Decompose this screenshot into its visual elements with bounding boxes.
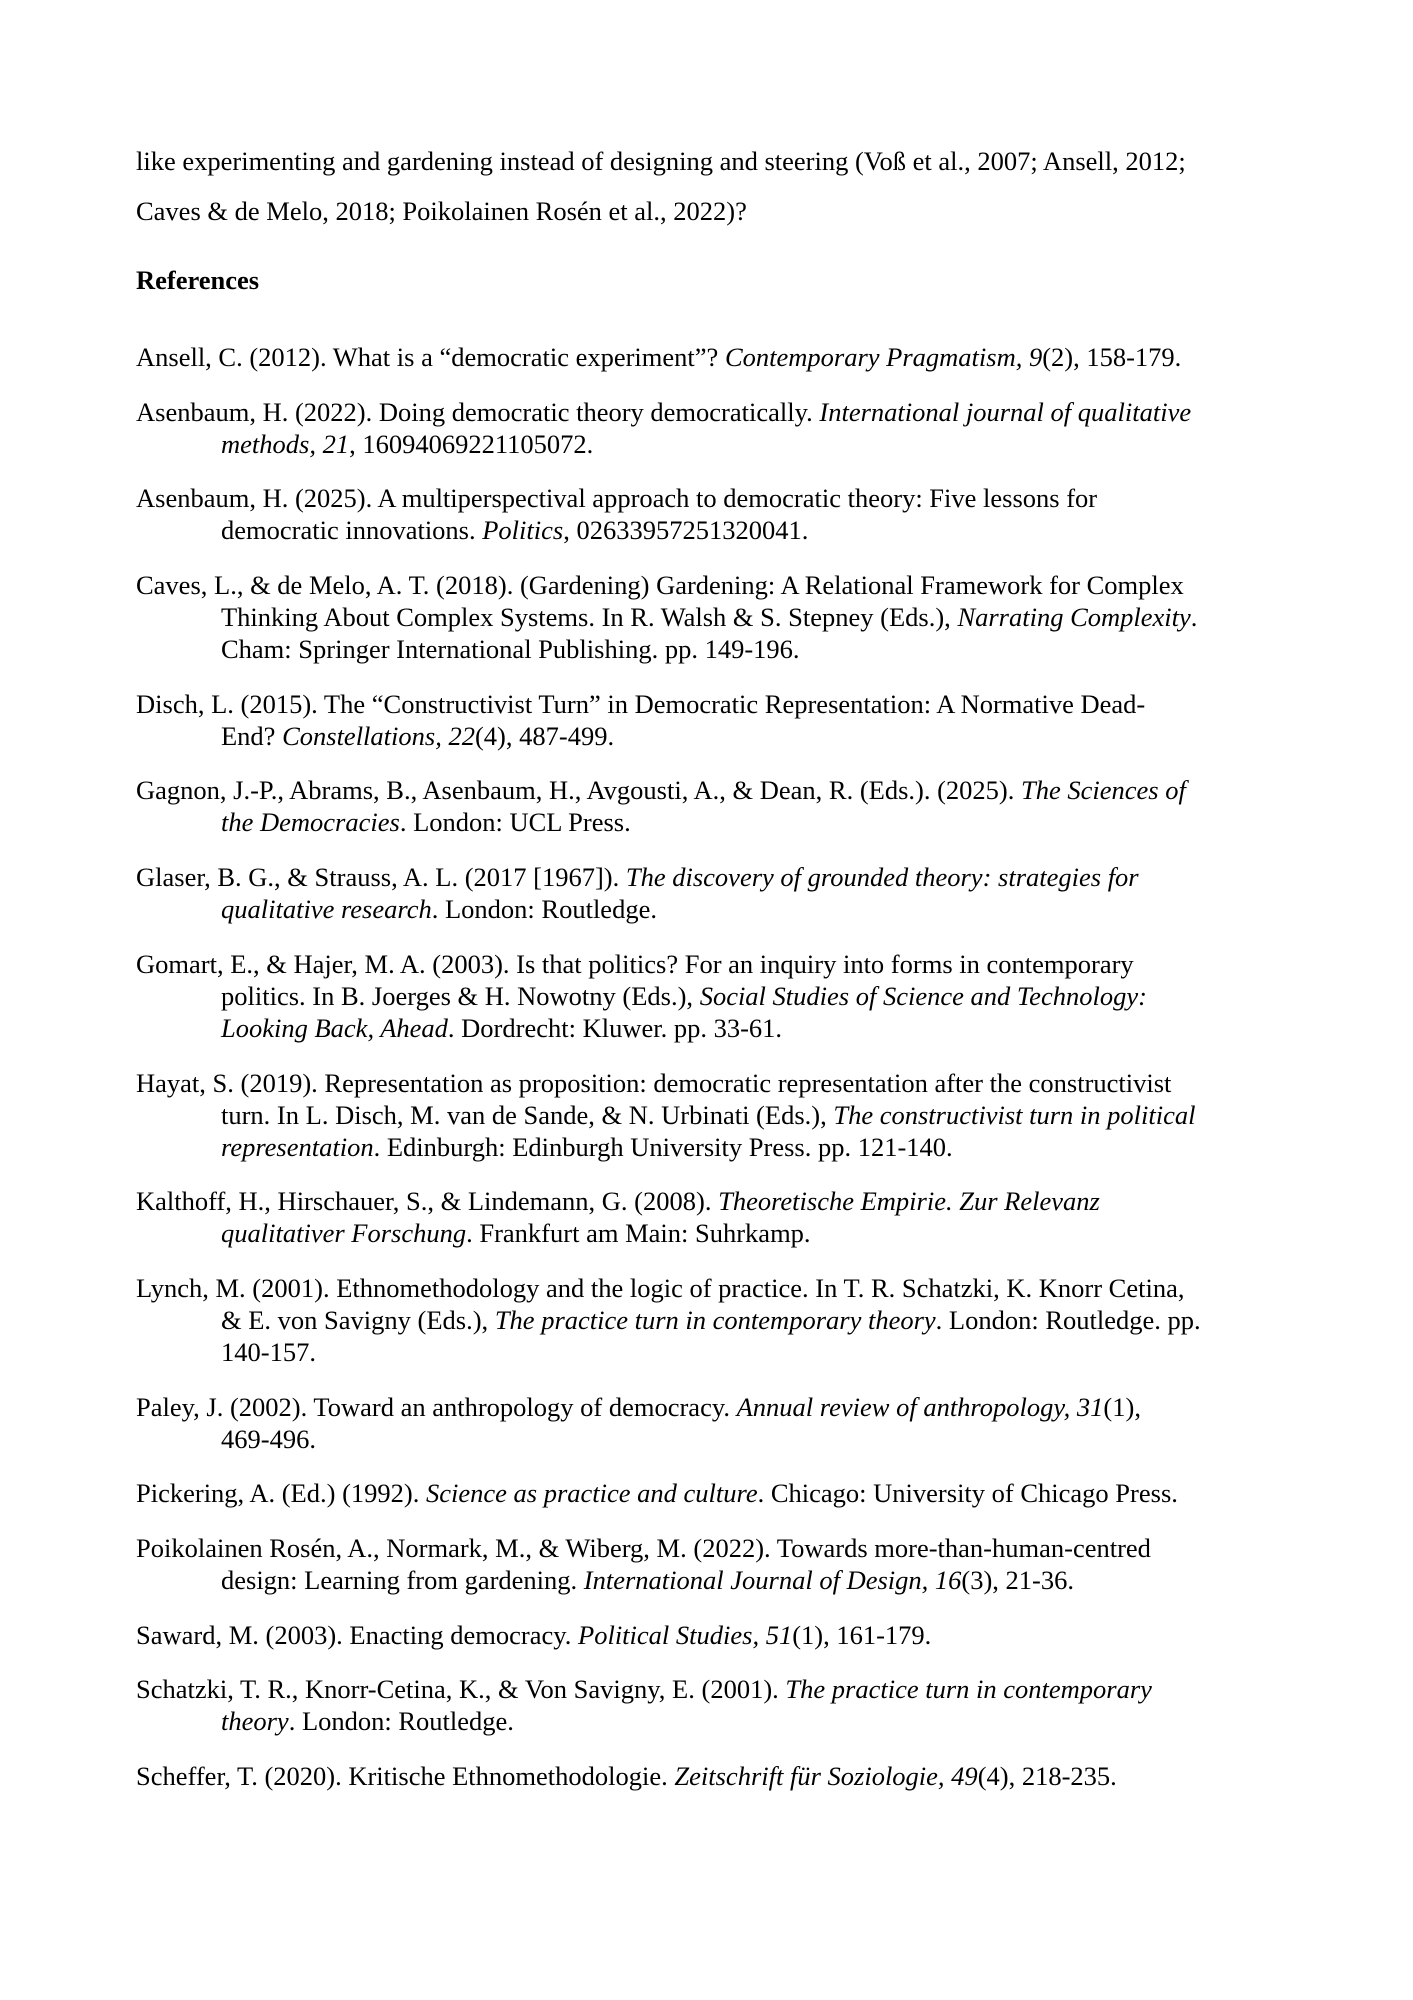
reference-text: . London: Routledge. pp. [935, 1304, 1201, 1335]
reference-text: Schatzki, T. R., Knorr-Cetina, K., & Von Savigny, E. (2001). [136, 1674, 786, 1705]
reference-text: . Edinburgh: Edinburgh University Press. pp. 121-140. [373, 1131, 953, 1162]
reference-text: Gomart, E., & Hajer, M. A. (2003). Is that politics? For an inquiry into forms in contemporary [136, 948, 1134, 979]
reference-source-italic: International Journal of Design, 16 [583, 1564, 962, 1595]
reference-first-line [136, 569, 1296, 601]
reference-entry [136, 396, 1296, 460]
reference-text: Pickering, A. (Ed.) (1992). [136, 1478, 426, 1509]
reference-continuation-line [136, 1012, 1296, 1044]
reference-continuation-line [136, 1423, 1296, 1455]
reference-source-italic: The practice turn in contemporary theory [494, 1304, 936, 1335]
reference-source-italic: Zeitschrift für Soziologie, 49 [674, 1761, 978, 1791]
reference-continuation-line [136, 1099, 1296, 1131]
reference-source-italic: Narrating Complexity [957, 602, 1191, 633]
reference-entry [136, 948, 1296, 1044]
reference-entry [136, 1272, 1296, 1368]
reference-text: (4), 218-235. [977, 1761, 1117, 1791]
reference-continuation-line [136, 1705, 1296, 1737]
reference-first-line [136, 1272, 1296, 1304]
reference-entry [136, 482, 1296, 546]
body-line: Caves & de Melo, 2018; Poikolainen Rosén et al., 2022)? [136, 196, 747, 226]
reference-entry [136, 1477, 1296, 1509]
reference-continuation-line [136, 633, 1296, 665]
reference-continuation-line [136, 1304, 1296, 1336]
reference-text: Paley, J. (2002). Toward an anthropology of democracy. [136, 1391, 737, 1422]
references-heading: References [136, 265, 260, 295]
reference-text: , 02633957251320041. [563, 515, 809, 546]
reference-first-line [136, 1673, 1296, 1705]
reference-source-italic: theory [221, 1706, 289, 1737]
reference-continuation-line [136, 1564, 1296, 1596]
reference-text: Asenbaum, H. (2022). Doing democratic theory democratically. [136, 396, 820, 427]
reference-text: . London: UCL Press. [399, 807, 631, 838]
reference-text: design: Learning from gardening. [221, 1564, 584, 1595]
reference-text: Cham: Springer International Publishing. pp. 149-196. [221, 634, 800, 665]
reference-source-italic: The Sciences of [1021, 775, 1186, 806]
reference-text: Gagnon, J.-P., Abrams, B., Asenbaum, H., Avgousti, A., & Dean, R. (Eds.). (2025). [136, 775, 1022, 806]
reference-entry [136, 1673, 1296, 1737]
reference-first-line [136, 774, 1296, 806]
reference-first-line [136, 1532, 1296, 1564]
reference-text: . [1190, 602, 1198, 633]
reference-continuation-line [136, 514, 1296, 546]
reference-text: Disch, L. (2015). The “Constructivist Turn” in Democratic Representation: A Normative Dead- [136, 688, 1146, 719]
reference-source-italic: Political Studies, 51 [578, 1619, 793, 1650]
reference-text: . Frankfurt am Main: Suhrkamp. [466, 1218, 811, 1249]
reference-text: Thinking About Complex Systems. In R. Walsh & S. Stepney (Eds.), [221, 602, 958, 633]
reference-continuation-line [136, 1217, 1296, 1249]
reference-text: Kalthoff, H., Hirschauer, S., & Lindemann, G. (2008). [136, 1186, 719, 1217]
reference-source-italic: methods, 21 [221, 428, 350, 459]
reference-text: (3), 21-36. [961, 1564, 1075, 1595]
reference-entry [136, 861, 1296, 925]
reference-first-line [136, 1185, 1296, 1217]
reference-continuation-line [136, 1131, 1296, 1163]
reference-entry [136, 1619, 1296, 1651]
reference-entry [136, 1391, 1296, 1455]
reference-source-italic: Looking Back, Ahead [221, 1012, 448, 1043]
reference-continuation-line [136, 601, 1296, 633]
reference-text: politics. In B. Joerges & H. Nowotny (Eds.), [221, 980, 700, 1011]
reference-text: Hayat, S. (2019). Representation as proposition: democratic representation after the constructivist [136, 1067, 1172, 1098]
reference-first-line [136, 396, 1296, 428]
reference-source-italic: qualitativer Forschung [221, 1218, 467, 1249]
reference-continuation-line [136, 893, 1296, 925]
reference-source-italic: Theoretische Empirie. Zur Relevanz [718, 1186, 1100, 1217]
reference-text: , 16094069221105072. [349, 428, 594, 459]
reference-source-italic: Constellations, 22 [282, 720, 475, 751]
reference-source-italic: International journal of qualitative [819, 396, 1192, 427]
reference-source-italic: The discovery of grounded theory: strategies for [625, 862, 1139, 893]
reference-text: & E. von Savigny (Eds.), [221, 1304, 495, 1335]
reference-continuation-line [136, 428, 1296, 460]
reference-text: 140-157. [221, 1336, 316, 1367]
reference-first-line [136, 948, 1296, 980]
reference-source-italic: Annual review of anthropology, 31 [736, 1391, 1104, 1422]
reference-text: (2), 158-179. [1042, 342, 1182, 372]
reference-text: turn. In L. Disch, M. van de Sande, & N. Urbinati (Eds.), [221, 1099, 834, 1130]
reference-first-line [136, 482, 1296, 514]
reference-text: Ansell, C. (2012). What is a “democratic experiment”? [136, 342, 725, 372]
reference-text: Glaser, B. G., & Strauss, A. L. (2017 [1967]). [136, 862, 626, 893]
reference-source-italic: Politics [482, 515, 564, 546]
reference-text: Saward, M. (2003). Enacting democracy. [136, 1619, 579, 1650]
reference-first-line [136, 1619, 1296, 1651]
reference-text: Poikolainen Rosén, A., Normark, M., & Wiberg, M. (2022). Towards more-than-human-centred [136, 1532, 1151, 1563]
reference-first-line [136, 341, 1296, 373]
reference-entry [136, 341, 1296, 373]
reference-entry [136, 774, 1296, 838]
reference-entry [136, 1532, 1296, 1596]
reference-first-line [136, 861, 1296, 893]
reference-first-line [136, 1477, 1296, 1509]
reference-text: Asenbaum, H. (2025). A multiperspectival approach to democratic theory: Five lessons for [136, 483, 1098, 514]
reference-text: democratic innovations. [221, 515, 483, 546]
reference-entry [136, 569, 1296, 665]
reference-first-line [136, 1067, 1296, 1099]
reference-text: (1), [1103, 1391, 1141, 1422]
reference-list [136, 341, 1296, 1815]
reference-source-italic: qualitative research [221, 894, 432, 925]
reference-entry [136, 688, 1296, 752]
reference-text: Lynch, M. (2001). Ethnomethodology and the logic of practice. In T. R. Schatzki, K. Knorr Cetina, [136, 1272, 1185, 1303]
reference-text: (4), 487-499. [474, 720, 615, 751]
reference-text: . Chicago: University of Chicago Press. [757, 1478, 1178, 1509]
reference-source-italic: The constructivist turn in political [833, 1099, 1196, 1130]
reference-source-italic: The practice turn in contemporary [785, 1674, 1152, 1705]
reference-source-italic: Social Studies of Science and Technology: [699, 980, 1147, 1011]
reference-text: . London: Routledge. [431, 894, 657, 925]
reference-source-italic: Science as practice and culture [425, 1478, 758, 1509]
reference-first-line [136, 688, 1296, 720]
reference-entry [136, 1760, 1296, 1792]
body-line: like experimenting and gardening instead of designing and steering (Voß et al., 2007; Ansell, 2012; [136, 146, 1186, 176]
reference-first-line [136, 1391, 1296, 1423]
reference-text: End? [221, 720, 283, 751]
reference-text: . London: Routledge. [288, 1706, 514, 1737]
reference-text: . Dordrecht: Kluwer. pp. 33-61. [447, 1012, 783, 1043]
reference-entry [136, 1185, 1296, 1249]
reference-continuation-line [136, 720, 1296, 752]
reference-continuation-line [136, 1336, 1296, 1368]
reference-text: Caves, L., & de Melo, A. T. (2018). (Gardening) Gardening: A Relational Framework for Complex [136, 570, 1184, 601]
reference-continuation-line [136, 806, 1296, 838]
reference-source-italic: representation [221, 1131, 374, 1162]
reference-text: (1), 161-179. [792, 1619, 932, 1650]
reference-source-italic: Contemporary Pragmatism, 9 [724, 342, 1043, 372]
reference-text: 469-496. [221, 1423, 316, 1454]
reference-text: Scheffer, T. (2020). Kritische Ethnomethodologie. [136, 1761, 675, 1791]
reference-entry [136, 1067, 1296, 1163]
reference-source-italic: the Democracies [221, 807, 400, 838]
body-paragraph [136, 136, 1186, 236]
reference-first-line [136, 1760, 1296, 1792]
reference-continuation-line [136, 980, 1296, 1012]
